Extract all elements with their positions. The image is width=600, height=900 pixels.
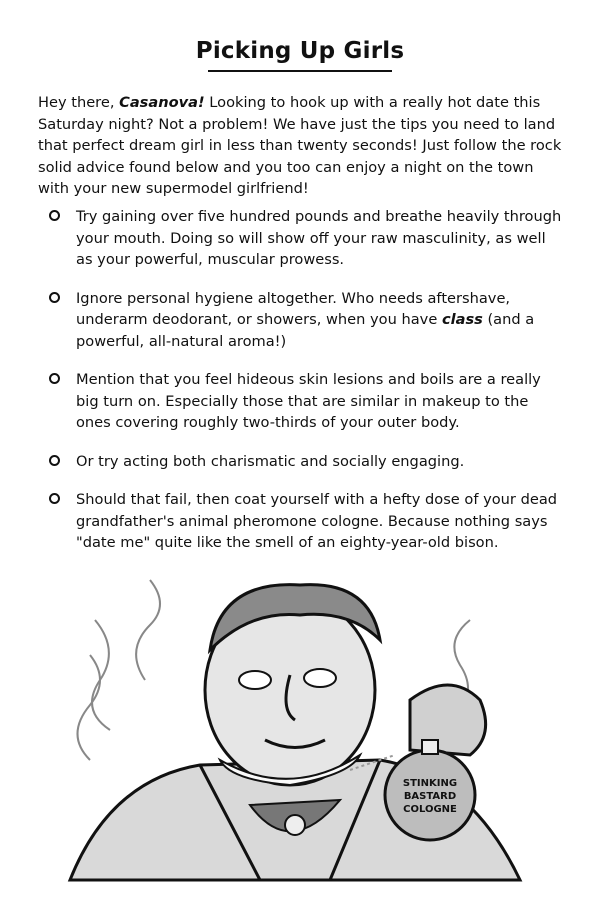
bottle-label-line: STINKING: [402, 778, 458, 789]
bullet-circle-icon: [49, 455, 60, 466]
tip-emphasis: class: [441, 311, 483, 328]
tip-text-after: (and a powerful, all-natural aroma!): [76, 311, 535, 350]
intro-emphasis: Casanova!: [119, 94, 205, 111]
tip-text: Try gaining over five hundred pounds and breathe heavily through your mouth. Doing so will show off your raw masculinity, as well as your powerful, muscular prowess.: [76, 208, 562, 268]
intro-paragraph: [38, 92, 568, 200]
tip-item: [46, 369, 566, 434]
bottle-label-line: COLOGNE: [403, 804, 457, 815]
intro-before: Hey there,: [38, 94, 120, 111]
bullet-circle-icon: [49, 373, 60, 384]
cartoon-illustration: [50, 560, 550, 890]
intro-after: Looking to hook up with a really hot date this Saturday night? Not a problem! We have just the tips you need to land that perfect dream girl in less than twenty seconds! Just follow the rock solid advice found below and you too can enjoy a night on the town with your new supermodel girlfriend!: [38, 94, 562, 197]
page-title: Picking Up Girls: [195, 38, 405, 64]
bullet-circle-icon: [49, 493, 60, 504]
tip-text-before: Ignore personal hygiene altogether. Who needs aftershave, underarm deodorant, or showers, when you have: [76, 289, 511, 328]
tip-text: Or try acting both charismatic and socially engaging.: [76, 452, 465, 470]
bullet-circle-icon: [49, 292, 60, 303]
title-underline: [208, 70, 392, 72]
tip-item: [46, 489, 566, 554]
tip-item: [46, 451, 566, 473]
tip-item: [46, 206, 566, 271]
bullet-circle-icon: [49, 210, 60, 221]
bottle-label-line: BASTARD: [403, 791, 457, 802]
tip-text: Should that fail, then coat yourself with a hefty dose of your dead grandfather's animal pheromone cologne. Because nothing says "date me" quite like the smell of an eighty-year-old bison.: [76, 491, 558, 551]
tip-text: Mention that you feel hideous skin lesions and boils are a really big turn on. Especially those that are similar in makeup to the ones covering roughly two-thirds of your outer body.: [76, 371, 541, 431]
tip-item: [46, 288, 566, 353]
medallion-icon: [285, 815, 305, 835]
tips-list: [46, 206, 566, 554]
